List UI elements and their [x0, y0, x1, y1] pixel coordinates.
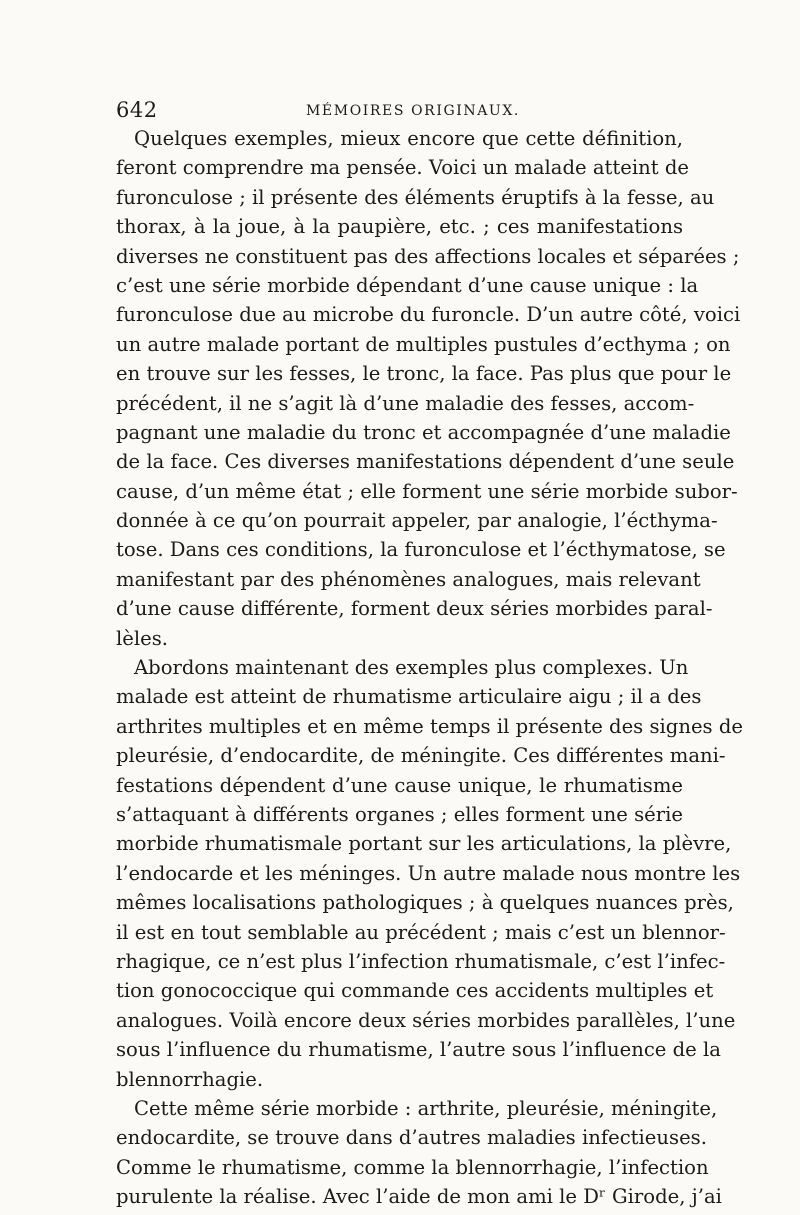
text-line: tion gonococcique qui commande ces accidents multiples et — [116, 979, 714, 1003]
text-line: thorax, à la joue, à la paupière, etc. ; ces manifestations — [116, 215, 683, 239]
text-line: sous l’influence du rhumatisme, l’autre sous l’influence de la — [116, 1038, 721, 1062]
text-line: l’endocarde et les méninges. Un autre malade nous montre les — [116, 861, 741, 885]
text-line: festations dépendent d’une cause unique, le rhumatisme — [116, 773, 683, 797]
text-line: manifestant par des phénomènes analogues, mais relevant — [116, 567, 701, 591]
body-text — [116, 124, 743, 1211]
text-line: pagnant une maladie du tronc et accompagnée d’une maladie — [116, 420, 731, 444]
text-line: Cette même série morbide : arthrite, pleurésie, méningite, — [134, 1096, 718, 1120]
text-line: précédent, il ne s’agit là d’une maladie des fesses, accom- — [116, 391, 695, 415]
text-line: feront comprendre ma pensée. Voici un malade atteint de — [116, 156, 689, 180]
running-title: MÉMOIRES ORIGINAUX. — [306, 103, 520, 119]
text-line: blennorrhagie. — [116, 1067, 264, 1091]
text-line: endocardite, se trouve dans d’autres maladies infectieuses. — [116, 1126, 707, 1150]
text-line: de la face. Ces diverses manifestations dépendent d’une seule — [116, 450, 735, 474]
text-line: un autre malade portant de multiples pustules d’ecthyma ; on — [116, 332, 731, 356]
text-line: cause, d’un même état ; elle forment une série morbide subor- — [116, 479, 738, 503]
text-line: analogues. Voilà encore deux séries morbides parallèles, l’une — [116, 1008, 736, 1032]
text-line: lèles. — [116, 626, 169, 650]
text-line: diverses ne constituent pas des affections locales et séparées ; — [116, 244, 740, 268]
text-line: il est en tout semblable au précédent ; mais c’est un blennor- — [116, 920, 726, 944]
text-line: Comme le rhumatisme, comme la blennorrhagie, l’infection — [116, 1155, 709, 1179]
text-line: rhagique, ce n’est plus l’infection rhumatismale, c’est l’infec- — [116, 949, 726, 973]
text-line: donnée à ce qu’on pourrait appeler, par analogie, l’écthyma- — [116, 509, 718, 533]
text-line: en trouve sur les fesses, le tronc, la face. Pas plus que pour le — [116, 362, 732, 386]
text-line: s’attaquant à différents organes ; elles forment une série — [116, 802, 683, 826]
page-number: 642 — [116, 98, 158, 122]
text-line: arthrites multiples et en même temps il présente des signes de — [116, 714, 743, 738]
text-line: malade est atteint de rhumatisme articulaire aigu ; il a des — [116, 685, 702, 709]
text-line: d’une cause différente, forment deux séries morbides paral- — [116, 597, 713, 621]
text-line: pleurésie, d’endocardite, de méningite. Ces différentes mani- — [116, 744, 726, 768]
text-line: c’est une série morbide dépendant d’une cause unique : la — [116, 273, 699, 297]
text-line: Quelques exemples, mieux encore que cette définition, — [134, 127, 683, 150]
text-line: furonculose due au microbe du furoncle. D’un autre côté, voici — [116, 303, 741, 327]
page-header — [116, 92, 683, 122]
text-line: Abordons maintenant des exemples plus complexes. Un — [134, 656, 689, 680]
text-line: mêmes localisations pathologiques ; à quelques nuances près, — [116, 891, 734, 915]
text-line: tose. Dans ces conditions, la furonculose et l’écthymatose, se — [116, 538, 726, 562]
text-line: morbide rhumatismale portant sur les articulations, la plèvre, — [116, 832, 732, 856]
text-line: purulente la réalise. Avec l’aide de mon ami le Dʳ Girode, j’ai — [116, 1185, 722, 1209]
text-line: furonculose ; il présente des éléments éruptifs à la fesse, au — [116, 185, 715, 209]
